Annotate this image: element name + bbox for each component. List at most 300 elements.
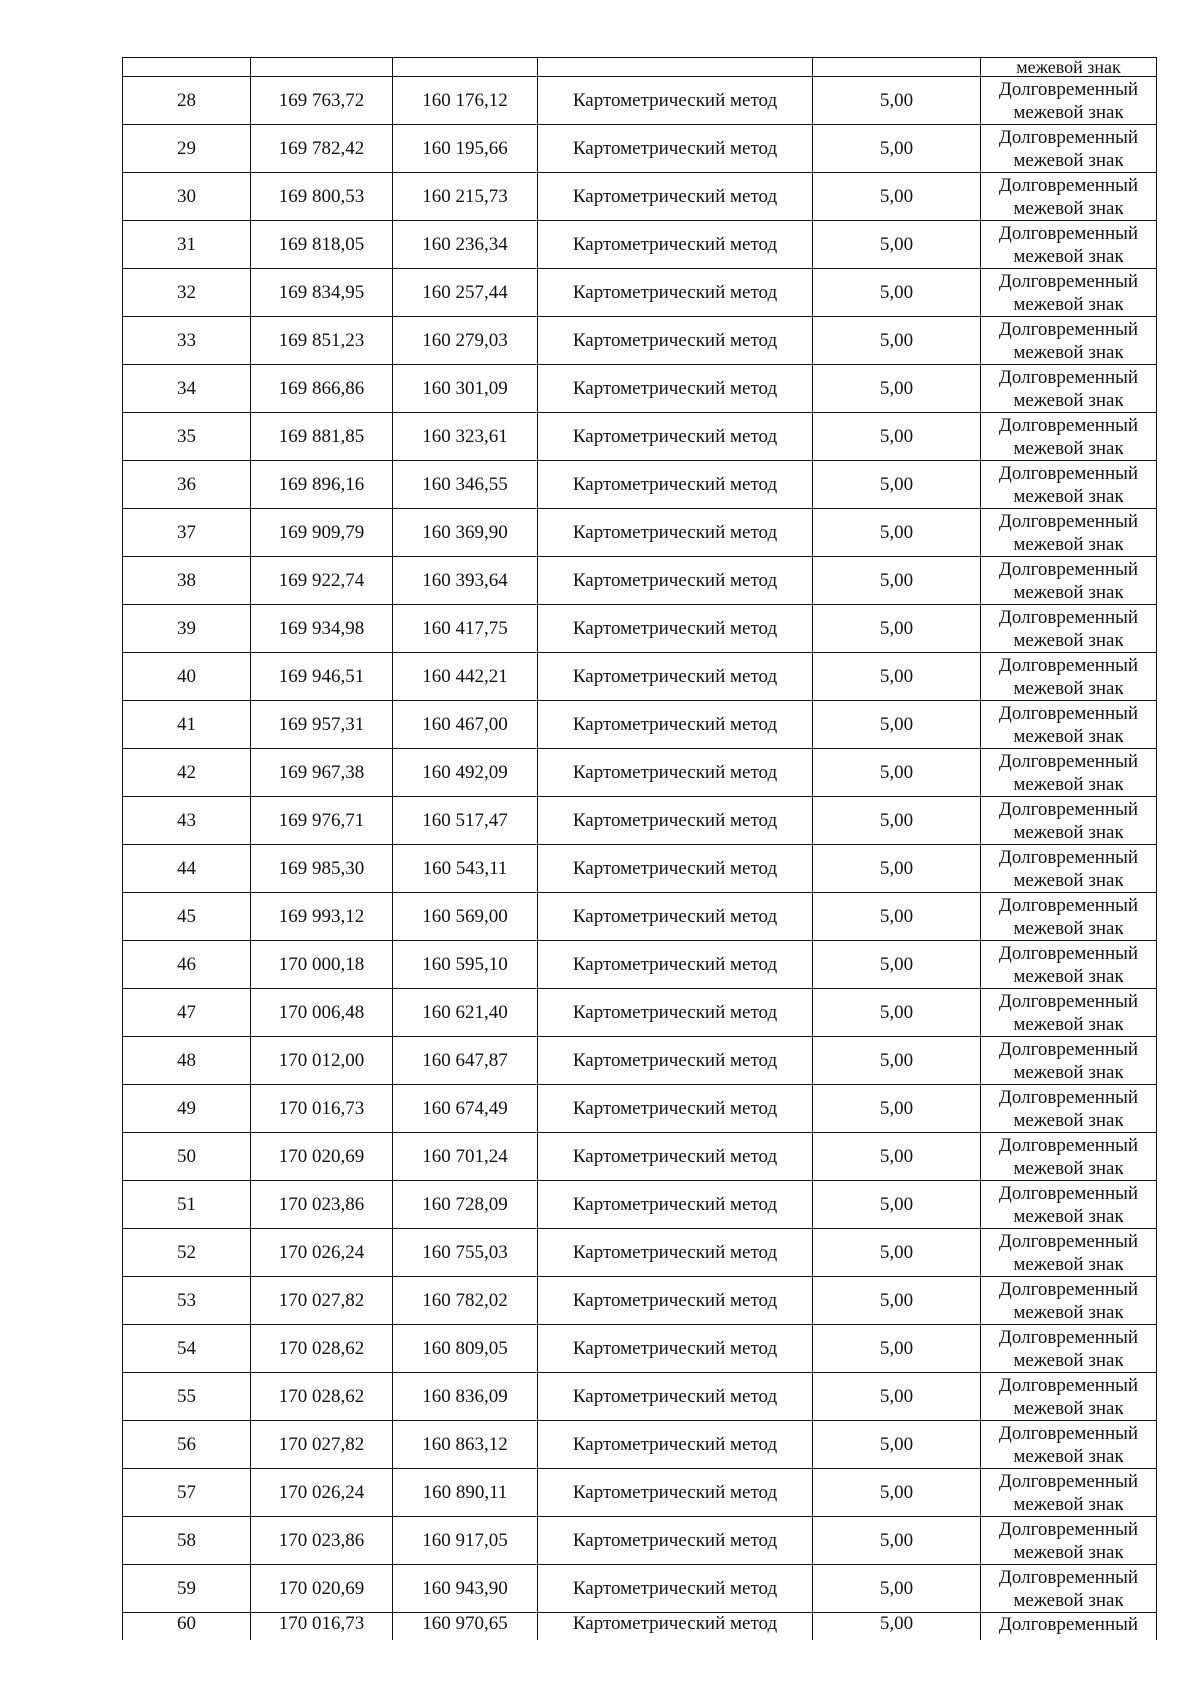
- cell-x: 169 934,98: [251, 605, 393, 653]
- cell-sign-description: [981, 58, 1157, 77]
- cell-y: 160 393,64: [393, 557, 538, 605]
- cell-sign-description: [981, 1421, 1157, 1469]
- sign-text-line-2: межевой знак: [1013, 485, 1124, 507]
- cell-accuracy: 5,00: [813, 1133, 981, 1181]
- sign-text-line-1: Долговременный: [998, 558, 1139, 580]
- cell-point-number: 29: [123, 125, 251, 173]
- cell-accuracy: 5,00: [813, 749, 981, 797]
- cell-method: Картометрический метод: [538, 509, 813, 557]
- cell-sign-description: [981, 1181, 1157, 1229]
- sign-text-line-2: межевой знак: [1013, 1301, 1124, 1323]
- cell-x: 169 881,85: [251, 413, 393, 461]
- cell-point-number: 58: [123, 1517, 251, 1565]
- cell-x: 170 027,82: [251, 1421, 393, 1469]
- cell-y: 160 543,11: [393, 845, 538, 893]
- cell-sign-description: [981, 365, 1157, 413]
- cell-x: 170 027,82: [251, 1277, 393, 1325]
- cell-accuracy: 5,00: [813, 125, 981, 173]
- cell-sign-description: [981, 413, 1157, 461]
- cell-accuracy: 5,00: [813, 1469, 981, 1517]
- sign-text-line-1: Долговременный: [998, 606, 1139, 628]
- cell-x: 170 023,86: [251, 1181, 393, 1229]
- cell-accuracy: 5,00: [813, 1421, 981, 1469]
- cell-x: 170 028,62: [251, 1325, 393, 1373]
- table-row: [123, 1421, 1157, 1469]
- cell-accuracy: 5,00: [813, 1373, 981, 1421]
- table-row: [123, 797, 1157, 845]
- cell-y: 160 301,09: [393, 365, 538, 413]
- cell-accuracy: 5,00: [813, 845, 981, 893]
- table-row: [123, 1517, 1157, 1565]
- cell-point-number: 54: [123, 1325, 251, 1373]
- cell-x: 169 800,53: [251, 173, 393, 221]
- cell-point-number: 46: [123, 941, 251, 989]
- cell-point-number: 30: [123, 173, 251, 221]
- cell-accuracy: 5,00: [813, 989, 981, 1037]
- cell-sign-description: [981, 989, 1157, 1037]
- cell-point-number: 50: [123, 1133, 251, 1181]
- sign-text-line-1: Долговременный: [998, 126, 1139, 148]
- table-row: [123, 1325, 1157, 1373]
- cell-x: 169 967,38: [251, 749, 393, 797]
- sign-text-line-1: Долговременный: [998, 222, 1139, 244]
- sign-text-line-1: Долговременный: [998, 798, 1139, 820]
- sign-text-line-2: межевой знак: [1013, 725, 1124, 747]
- cell-method: Картометрический метод: [538, 1517, 813, 1565]
- cell-point-number: 49: [123, 1085, 251, 1133]
- cell-method: Картометрический метод: [538, 941, 813, 989]
- sign-text-line-1: Долговременный: [998, 1566, 1139, 1588]
- cell-method: Картометрический метод: [538, 221, 813, 269]
- table-row: [123, 605, 1157, 653]
- sign-text-line-2: межевой знак: [1013, 1157, 1124, 1179]
- table-row: [123, 1373, 1157, 1421]
- table-row: [123, 413, 1157, 461]
- cell-sign-description: [981, 605, 1157, 653]
- cell-y: 160 215,73: [393, 173, 538, 221]
- cell-sign-description: [981, 173, 1157, 221]
- cell-x: 170 020,69: [251, 1565, 393, 1613]
- cell-accuracy: 5,00: [813, 365, 981, 413]
- cell-method: Картометрический метод: [538, 1181, 813, 1229]
- cell-sign-description: [981, 269, 1157, 317]
- cell-method: Картометрический метод: [538, 653, 813, 701]
- cell-point-number: 32: [123, 269, 251, 317]
- cell-x: 169 922,74: [251, 557, 393, 605]
- table-row: [123, 125, 1157, 173]
- cell-method: Картометрический метод: [538, 413, 813, 461]
- table-row: [123, 1277, 1157, 1325]
- cell-point-number: 38: [123, 557, 251, 605]
- table-row: [123, 1133, 1157, 1181]
- table-row: [123, 1565, 1157, 1613]
- cell-point-number: 31: [123, 221, 251, 269]
- sign-text-line-1: Долговременный: [998, 702, 1139, 724]
- sign-text-line-2: межевой знак: [1013, 149, 1124, 171]
- table-row: [123, 461, 1157, 509]
- sign-text-line-1: Долговременный: [998, 366, 1139, 388]
- cell-y: 160 755,03: [393, 1229, 538, 1277]
- table-row: [123, 845, 1157, 893]
- cell-y: 160 809,05: [393, 1325, 538, 1373]
- cell-method: Картометрический метод: [538, 1421, 813, 1469]
- cell-sign-description: [981, 461, 1157, 509]
- cell-point-number: 60: [123, 1613, 251, 1641]
- cell-method: Картометрический метод: [538, 173, 813, 221]
- sign-text-line-2: межевой знак: [1013, 389, 1124, 411]
- sign-text-line-2: межевой знак: [1013, 293, 1124, 315]
- cell-method: Картометрический метод: [538, 1613, 813, 1641]
- cell-sign-description: [981, 1613, 1157, 1641]
- cell-y: 160 195,66: [393, 125, 538, 173]
- table-row: [123, 77, 1157, 125]
- cell-point-number: 36: [123, 461, 251, 509]
- sign-text-line-1: Долговременный: [998, 318, 1139, 340]
- cell-method: Картометрический метод: [538, 365, 813, 413]
- cell-x: 169 763,72: [251, 77, 393, 125]
- table-row: [123, 509, 1157, 557]
- table-row: [123, 893, 1157, 941]
- cell-point-number: 47: [123, 989, 251, 1037]
- cell-accuracy: 5,00: [813, 1565, 981, 1613]
- cell-sign-description: [981, 653, 1157, 701]
- cell-accuracy: 5,00: [813, 509, 981, 557]
- cell-method: Картометрический метод: [538, 701, 813, 749]
- cell-y: 160 569,00: [393, 893, 538, 941]
- cell-accuracy: 5,00: [813, 1325, 981, 1373]
- cell-method: Картометрический метод: [538, 77, 813, 125]
- cell-y: 160 492,09: [393, 749, 538, 797]
- sign-text-line-1: Долговременный: [998, 1230, 1139, 1252]
- cell-sign-description: [981, 1277, 1157, 1325]
- cell-point-number: 56: [123, 1421, 251, 1469]
- sign-text-line-2: межевой знак: [1013, 869, 1124, 891]
- sign-text-line-1: Долговременный: [998, 1038, 1139, 1060]
- cell-sign-description: [981, 1133, 1157, 1181]
- cell-x: 169 851,23: [251, 317, 393, 365]
- sign-text-line-1: Долговременный: [998, 174, 1139, 196]
- coordinates-table-body: [123, 58, 1157, 1641]
- cell-point-number: 57: [123, 1469, 251, 1517]
- cell-point-number: 53: [123, 1277, 251, 1325]
- cell-x: 169 957,31: [251, 701, 393, 749]
- cell-sign-description: [981, 1037, 1157, 1085]
- table-row: [123, 557, 1157, 605]
- sign-text-line-1: Долговременный: [998, 78, 1139, 100]
- cell-method: Картометрический метод: [538, 845, 813, 893]
- sign-text-line-1: Долговременный: [998, 1374, 1139, 1396]
- cell-sign-description: [981, 749, 1157, 797]
- cell-accuracy: 5,00: [813, 1229, 981, 1277]
- cell-y: [393, 58, 538, 77]
- cell-point-number: 51: [123, 1181, 251, 1229]
- cell-accuracy: 5,00: [813, 701, 981, 749]
- cell-y: 160 176,12: [393, 77, 538, 125]
- cell-accuracy: 5,00: [813, 413, 981, 461]
- cell-y: 160 257,44: [393, 269, 538, 317]
- sign-text-line-2: межевой знак: [1013, 1493, 1124, 1515]
- cell-method: Картометрический метод: [538, 605, 813, 653]
- cell-method: Картометрический метод: [538, 461, 813, 509]
- cell-point-number: 59: [123, 1565, 251, 1613]
- cell-accuracy: 5,00: [813, 77, 981, 125]
- cell-accuracy: 5,00: [813, 941, 981, 989]
- cell-method: Картометрический метод: [538, 989, 813, 1037]
- table-row: [123, 941, 1157, 989]
- cell-method: Картометрический метод: [538, 125, 813, 173]
- sign-text-line-1: Долговременный: [998, 414, 1139, 436]
- cell-accuracy: 5,00: [813, 461, 981, 509]
- cell-x: 170 023,86: [251, 1517, 393, 1565]
- sign-text-line-2: межевой знак: [1013, 341, 1124, 363]
- cell-y: 160 236,34: [393, 221, 538, 269]
- cell-point-number: 43: [123, 797, 251, 845]
- cell-point-number: 37: [123, 509, 251, 557]
- cell-point-number: 44: [123, 845, 251, 893]
- cell-sign-description: [981, 1229, 1157, 1277]
- sign-text-line-1: Долговременный: [998, 750, 1139, 772]
- sign-text-line-2: межевой знак: [1013, 1109, 1124, 1131]
- cell-x: 169 993,12: [251, 893, 393, 941]
- cell-point-number: 35: [123, 413, 251, 461]
- cell-accuracy: 5,00: [813, 1613, 981, 1641]
- cell-x: 170 006,48: [251, 989, 393, 1037]
- cell-method: Картометрический метод: [538, 749, 813, 797]
- cell-point-number: 41: [123, 701, 251, 749]
- cell-method: Картометрический метод: [538, 1325, 813, 1373]
- cell-x: 169 946,51: [251, 653, 393, 701]
- cell-accuracy: 5,00: [813, 173, 981, 221]
- cell-accuracy: 5,00: [813, 269, 981, 317]
- cell-accuracy: 5,00: [813, 317, 981, 365]
- cell-y: 160 279,03: [393, 317, 538, 365]
- sign-text-line-2: межевой знак: [1013, 533, 1124, 555]
- cell-method: Картометрический метод: [538, 1373, 813, 1421]
- cell-accuracy: [813, 58, 981, 77]
- cell-sign-description: [981, 221, 1157, 269]
- cell-method: Картометрический метод: [538, 1229, 813, 1277]
- cell-sign-description: [981, 77, 1157, 125]
- cell-x: 170 026,24: [251, 1229, 393, 1277]
- sign-text-line-1: Долговременный: [998, 270, 1139, 292]
- cell-y: 160 863,12: [393, 1421, 538, 1469]
- cell-sign-description: [981, 1325, 1157, 1373]
- sign-text-line-1: Долговременный: [998, 1278, 1139, 1300]
- cell-method: Картометрический метод: [538, 557, 813, 605]
- cell-y: 160 621,40: [393, 989, 538, 1037]
- cell-y: 160 701,24: [393, 1133, 538, 1181]
- cell-point-number: [123, 58, 251, 77]
- table-row: [123, 749, 1157, 797]
- cell-x: 170 026,24: [251, 1469, 393, 1517]
- sign-text-line-2: межевой знак: [1013, 1349, 1124, 1371]
- cell-sign-description: [981, 1517, 1157, 1565]
- cell-point-number: 42: [123, 749, 251, 797]
- cell-point-number: 40: [123, 653, 251, 701]
- cell-sign-description: [981, 1469, 1157, 1517]
- sign-text-line-2: межевой знак: [1013, 965, 1124, 987]
- cell-accuracy: 5,00: [813, 653, 981, 701]
- cell-sign-description: [981, 1373, 1157, 1421]
- sign-text-line-1: Долговременный: [998, 894, 1139, 916]
- document-page: [122, 57, 1156, 1640]
- cell-sign-description: [981, 941, 1157, 989]
- cell-x: 169 834,95: [251, 269, 393, 317]
- cell-method: Картометрический метод: [538, 1085, 813, 1133]
- cell-method: Картометрический метод: [538, 317, 813, 365]
- sign-text-tail: межевой знак: [1016, 57, 1121, 77]
- cell-x: 169 976,71: [251, 797, 393, 845]
- cell-y: 160 836,09: [393, 1373, 538, 1421]
- sign-text-line-2: межевой знак: [1013, 1541, 1124, 1563]
- sign-text-line-2: межевой знак: [1013, 101, 1124, 123]
- cell-point-number: 39: [123, 605, 251, 653]
- cell-sign-description: [981, 509, 1157, 557]
- sign-text-line-1: Долговременный: [998, 942, 1139, 964]
- cell-point-number: 34: [123, 365, 251, 413]
- cell-x: 169 909,79: [251, 509, 393, 557]
- cell-y: 160 943,90: [393, 1565, 538, 1613]
- sign-text-line-2: межевой знак: [1013, 197, 1124, 219]
- cell-accuracy: 5,00: [813, 1085, 981, 1133]
- cell-sign-description: [981, 317, 1157, 365]
- sign-text-line-1: Долговременный: [998, 1134, 1139, 1156]
- table-row: [123, 317, 1157, 365]
- cell-method: Картометрический метод: [538, 893, 813, 941]
- sign-text-line-2: межевой знак: [1013, 1013, 1124, 1035]
- sign-text-line-2: межевой знак: [1013, 437, 1124, 459]
- sign-text-line-2: межевой знак: [1013, 629, 1124, 651]
- cell-x: 169 896,16: [251, 461, 393, 509]
- sign-text-line-2: межевой знак: [1013, 677, 1124, 699]
- cell-method: Картометрический метод: [538, 1565, 813, 1613]
- cell-y: 160 728,09: [393, 1181, 538, 1229]
- cell-sign-description: [981, 1565, 1157, 1613]
- table-row: [123, 653, 1157, 701]
- sign-text-line-1: Долговременный: [998, 1614, 1139, 1635]
- cell-x: 170 012,00: [251, 1037, 393, 1085]
- cell-accuracy: 5,00: [813, 893, 981, 941]
- cell-x: 170 016,73: [251, 1613, 393, 1641]
- sign-text-line-2: межевой знак: [1013, 245, 1124, 267]
- continued-row: [123, 58, 1157, 77]
- cell-x: 170 020,69: [251, 1133, 393, 1181]
- table-row: [123, 1037, 1157, 1085]
- sign-text-line-2: межевой знак: [1013, 1253, 1124, 1275]
- table-row: [123, 989, 1157, 1037]
- table-row: [123, 1181, 1157, 1229]
- cell-x: 169 985,30: [251, 845, 393, 893]
- cell-accuracy: 5,00: [813, 557, 981, 605]
- cell-sign-description: [981, 701, 1157, 749]
- cell-y: 160 595,10: [393, 941, 538, 989]
- cell-method: [538, 58, 813, 77]
- table-row: [123, 701, 1157, 749]
- cell-point-number: 45: [123, 893, 251, 941]
- cell-accuracy: 5,00: [813, 1037, 981, 1085]
- cell-y: 160 467,00: [393, 701, 538, 749]
- cell-method: Картометрический метод: [538, 1133, 813, 1181]
- cell-y: 160 517,47: [393, 797, 538, 845]
- cell-x: 170 000,18: [251, 941, 393, 989]
- cell-y: 160 782,02: [393, 1277, 538, 1325]
- cell-y: 160 369,90: [393, 509, 538, 557]
- sign-text-line-1: Долговременный: [998, 1326, 1139, 1348]
- table-row: [123, 1613, 1157, 1641]
- cell-sign-description: [981, 797, 1157, 845]
- sign-text-line-1: Долговременный: [998, 1518, 1139, 1540]
- table-row: [123, 221, 1157, 269]
- sign-text-line-2: межевой знак: [1013, 1205, 1124, 1227]
- cell-accuracy: 5,00: [813, 1277, 981, 1325]
- cell-method: Картометрический метод: [538, 797, 813, 845]
- cell-sign-description: [981, 557, 1157, 605]
- cell-method: Картометрический метод: [538, 269, 813, 317]
- cell-y: 160 647,87: [393, 1037, 538, 1085]
- sign-text-line-2: межевой знак: [1013, 1397, 1124, 1419]
- cell-x: 170 028,62: [251, 1373, 393, 1421]
- cell-accuracy: 5,00: [813, 1517, 981, 1565]
- sign-text-line-1: Долговременный: [998, 1086, 1139, 1108]
- cell-sign-description: [981, 1085, 1157, 1133]
- cell-x: 169 782,42: [251, 125, 393, 173]
- cell-y: 160 674,49: [393, 1085, 538, 1133]
- sign-text-line-2: межевой знак: [1013, 1445, 1124, 1467]
- cell-accuracy: 5,00: [813, 221, 981, 269]
- sign-text-line-1: Долговременный: [998, 654, 1139, 676]
- table-row: [123, 269, 1157, 317]
- cell-point-number: 33: [123, 317, 251, 365]
- cell-accuracy: 5,00: [813, 797, 981, 845]
- cell-y: 160 323,61: [393, 413, 538, 461]
- cell-y: 160 917,05: [393, 1517, 538, 1565]
- cell-y: 160 970,65: [393, 1613, 538, 1641]
- cell-method: Картометрический метод: [538, 1277, 813, 1325]
- table-row: [123, 1085, 1157, 1133]
- sign-text-line-2: межевой знак: [1013, 1061, 1124, 1083]
- sign-text-line-1: Долговременный: [998, 1470, 1139, 1492]
- table-row: [123, 173, 1157, 221]
- coordinates-table: [122, 57, 1157, 1640]
- cell-point-number: 55: [123, 1373, 251, 1421]
- table-row: [123, 1229, 1157, 1277]
- sign-text-line-1: Долговременный: [998, 1422, 1139, 1444]
- table-row: [123, 365, 1157, 413]
- cell-x: 169 818,05: [251, 221, 393, 269]
- cell-accuracy: 5,00: [813, 1181, 981, 1229]
- table-row: [123, 1469, 1157, 1517]
- cell-method: Картометрический метод: [538, 1037, 813, 1085]
- cell-method: Картометрический метод: [538, 1469, 813, 1517]
- sign-text-line-2: межевой знак: [1013, 581, 1124, 603]
- sign-text-line-2: межевой знак: [1013, 773, 1124, 795]
- sign-text-line-1: Долговременный: [998, 990, 1139, 1012]
- cell-y: 160 417,75: [393, 605, 538, 653]
- cell-sign-description: [981, 893, 1157, 941]
- sign-text-line-2: межевой знак: [1013, 821, 1124, 843]
- cell-point-number: 48: [123, 1037, 251, 1085]
- cell-sign-description: [981, 125, 1157, 173]
- cell-accuracy: 5,00: [813, 605, 981, 653]
- sign-text-line-2: межевой знак: [1013, 1589, 1124, 1611]
- cell-x: 169 866,86: [251, 365, 393, 413]
- cell-point-number: 28: [123, 77, 251, 125]
- cell-x: [251, 58, 393, 77]
- sign-text-line-1: Долговременный: [998, 846, 1139, 868]
- cell-y: 160 890,11: [393, 1469, 538, 1517]
- sign-text-line-1: Долговременный: [998, 1182, 1139, 1204]
- cell-sign-description: [981, 845, 1157, 893]
